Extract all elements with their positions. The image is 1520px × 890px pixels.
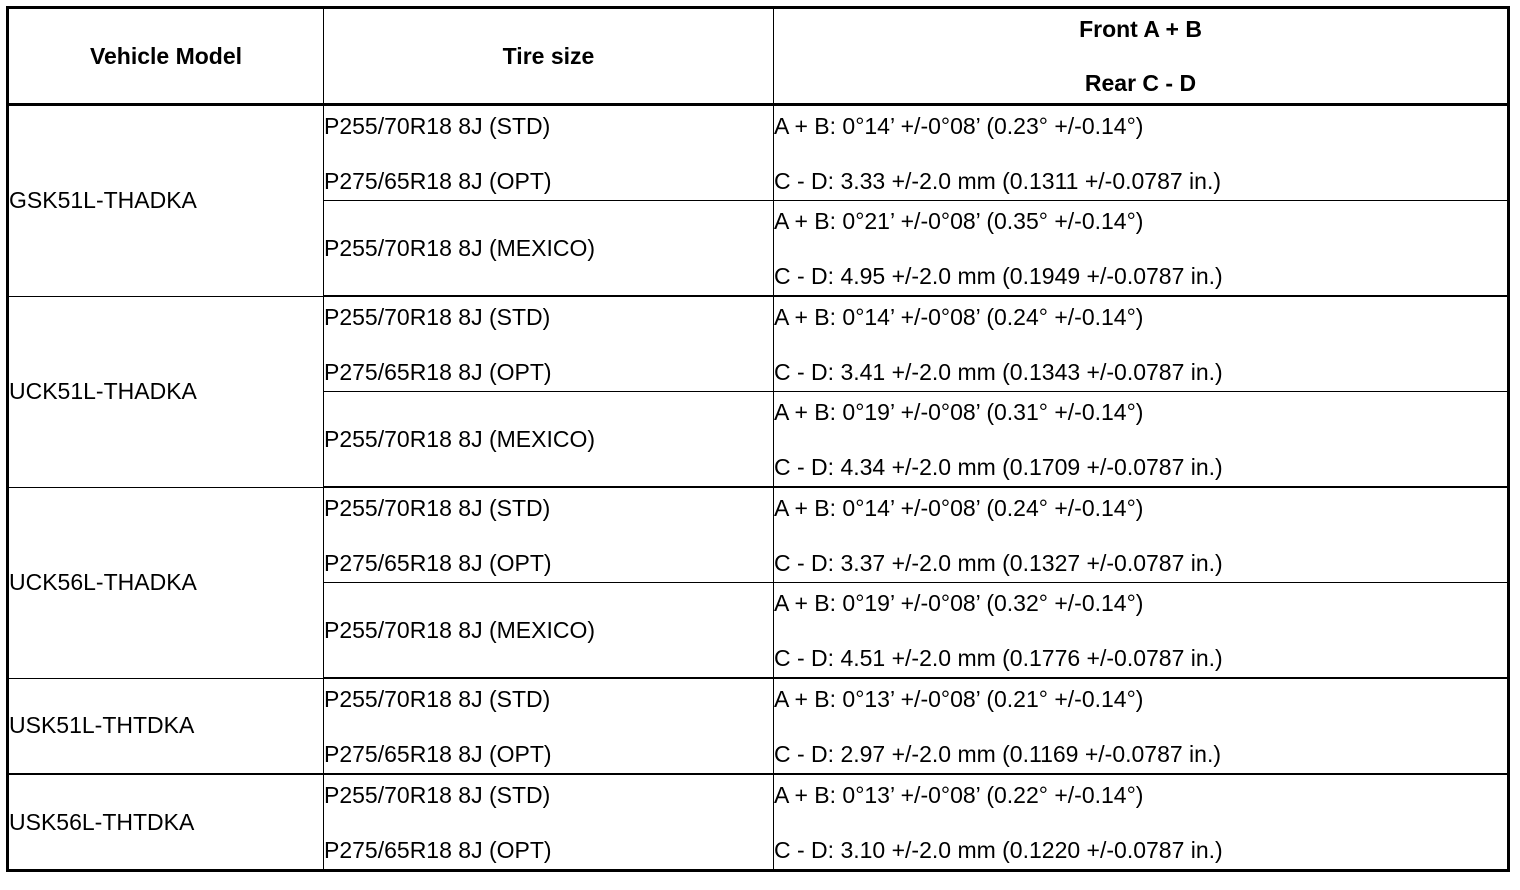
- tire-size-cell: [324, 678, 774, 774]
- tire-size-cell: [324, 201, 774, 297]
- tire-size-cell: [324, 774, 774, 871]
- front-ab-value: A + B: 0°19’ +/-0°08’ (0.31° +/-0.14°): [774, 398, 1144, 425]
- spec-value-cell: [774, 296, 1509, 392]
- rear-cd-value: C - D: 3.33 +/-2.0 mm (0.1311 +/-0.0787 in.): [774, 167, 1222, 194]
- vehicle-model-cell: USK51L-THTDKA: [8, 678, 324, 774]
- header-rear-label: Rear C - D: [1084, 70, 1197, 96]
- spec-value-cell: [774, 201, 1509, 297]
- vehicle-model-cell: UCK51L-THADKA: [8, 296, 324, 487]
- tire-size: P255/70R18 8J (MEXICO): [324, 426, 596, 452]
- spec-value-cell: [774, 678, 1509, 774]
- vehicle-model-cell: UCK56L-THADKA: [8, 487, 324, 678]
- tire-size: P255/70R18 8J (STD): [324, 685, 551, 712]
- vehicle-model-cell: GSK51L-THADKA: [8, 105, 324, 297]
- tire-size-cell: [324, 105, 774, 201]
- table-row: [8, 774, 1509, 871]
- rear-cd-value: C - D: 3.41 +/-2.0 mm (0.1343 +/-0.0787 in.): [774, 358, 1223, 385]
- header-front-label: Front A + B: [1079, 16, 1202, 42]
- tire-size-cell: [324, 583, 774, 679]
- tire-size: P275/65R18 8J (OPT): [324, 167, 552, 194]
- tire-size: P255/70R18 8J (STD): [324, 494, 551, 521]
- tire-size: P255/70R18 8J (STD): [324, 781, 551, 808]
- header-front-rear: [774, 8, 1509, 105]
- rear-cd-value: C - D: 4.51 +/-2.0 mm (0.1776 +/-0.0787 in.): [774, 644, 1223, 671]
- header-vehicle-model: Vehicle Model: [8, 8, 324, 105]
- spec-value-cell: [774, 583, 1509, 679]
- rear-cd-value: C - D: 4.95 +/-2.0 mm (0.1949 +/-0.0787 in.): [774, 262, 1223, 289]
- spec-value-cell: [774, 105, 1509, 201]
- vehicle-model-cell: USK56L-THTDKA: [8, 774, 324, 871]
- spec-value-cell: [774, 487, 1509, 583]
- rear-cd-value: C - D: 4.34 +/-2.0 mm (0.1709 +/-0.0787 in.): [774, 453, 1223, 480]
- front-ab-value: A + B: 0°14’ +/-0°08’ (0.24° +/-0.14°): [774, 494, 1144, 521]
- table-row: [8, 678, 1509, 774]
- spec-value-cell: [774, 774, 1509, 871]
- tire-size: P275/65R18 8J (OPT): [324, 549, 552, 576]
- table-row: [8, 296, 1509, 392]
- table-row: [8, 487, 1509, 583]
- tire-size: P255/70R18 8J (MEXICO): [324, 235, 596, 261]
- front-ab-value: A + B: 0°14’ +/-0°08’ (0.23° +/-0.14°): [774, 112, 1144, 139]
- front-ab-value: A + B: 0°13’ +/-0°08’ (0.22° +/-0.14°): [774, 781, 1144, 808]
- tire-size-cell: [324, 392, 774, 488]
- tire-size: P275/65R18 8J (OPT): [324, 358, 552, 385]
- front-ab-value: A + B: 0°13’ +/-0°08’ (0.21° +/-0.14°): [774, 685, 1144, 712]
- tire-size: P275/65R18 8J (OPT): [324, 740, 552, 767]
- tire-size: P275/65R18 8J (OPT): [324, 836, 552, 863]
- header-row: [8, 8, 1509, 105]
- front-ab-value: A + B: 0°21’ +/-0°08’ (0.35° +/-0.14°): [774, 207, 1144, 234]
- rear-cd-value: C - D: 3.10 +/-2.0 mm (0.1220 +/-0.0787 in.): [774, 836, 1223, 863]
- header-tire-size: Tire size: [324, 8, 774, 105]
- toe-spec-table: [6, 6, 1510, 872]
- spec-value-cell: [774, 392, 1509, 488]
- tire-size: P255/70R18 8J (STD): [324, 303, 551, 330]
- front-ab-value: A + B: 0°14’ +/-0°08’ (0.24° +/-0.14°): [774, 303, 1144, 330]
- front-ab-value: A + B: 0°19’ +/-0°08’ (0.32° +/-0.14°): [774, 589, 1144, 616]
- rear-cd-value: C - D: 2.97 +/-2.0 mm (0.1169 +/-0.0787 in.): [774, 740, 1222, 767]
- rear-cd-value: C - D: 3.37 +/-2.0 mm (0.1327 +/-0.0787 in.): [774, 549, 1223, 576]
- tire-size: P255/70R18 8J (STD): [324, 112, 551, 139]
- tire-size-cell: [324, 487, 774, 583]
- table-row: [8, 105, 1509, 201]
- tire-size-cell: [324, 296, 774, 392]
- tire-size: P255/70R18 8J (MEXICO): [324, 617, 596, 643]
